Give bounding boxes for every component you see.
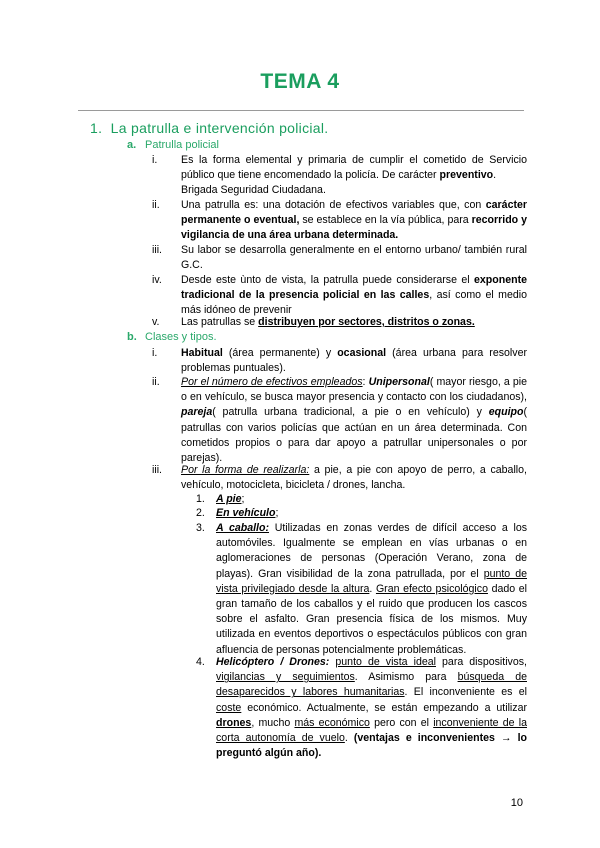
list-item: Por la forma de realizarla: a pie, a pie con apoyo de perro, a caballo, vehículo, motocicleta, bicicleta / drones, lancha.: [181, 464, 527, 492]
list-item: En vehículo;: [216, 507, 279, 519]
list-item: A caballo: Utilizadas en zonas verdes de difícil acceso a los automóviles. Igualmente se emplean en vías urbanas o en aglomeraciones de personas (Operación Verano, zona de playas). Gran visibilidad de la zona patrullada, por el punto de vista privilegiado desde la altura. Gran efecto psicológico dado el gran tamaño de los caballos y el ruido que producen los cascos sobre el asfalto. Gran presencia física de los mismos. Muy utilizada en eventos deportivos o espectáculos públicos con gran afluencia de personas potencialmente problemáticas.: [216, 522, 528, 656]
subsection-a-letter: a.: [127, 139, 137, 151]
list-item: Su labor se desarrolla generalmente en el entorno urbano/ también rural G.C.: [181, 244, 527, 272]
roman-numeral: i.: [152, 347, 158, 359]
roman-numeral: i.: [152, 154, 158, 166]
subsection-b-title: Clases y tipos.: [145, 331, 217, 343]
subsection-b-heading: [127, 331, 217, 343]
page-number: 10: [510, 797, 523, 809]
roman-numeral: iii.: [152, 244, 163, 256]
arabic-number: 1.: [196, 493, 205, 505]
list-item: Una patrulla es: una dotación de efectivos variables que, con carácter permanente o eventual, se establece en la vía pública, para recorrido y vigilancia de una área urbana determinada.: [181, 199, 527, 242]
roman-numeral: iv.: [152, 274, 162, 286]
section-number: 1.: [90, 120, 103, 136]
roman-numeral: ii.: [152, 199, 160, 211]
subsection-a-heading: [127, 139, 219, 151]
list-item: Helicóptero / Drones: punto de vista ideal para dispositivos, vigilancias y seguimientos. Asimismo para búsqueda de desaparecidos y labores humanitarias. El inconveniente es el coste económico. Actualmente, se están empezando a utilizar drones, mucho más económico pero con el inconveniente de la corta autonomía de vuelo. (ventajas e inconvenientes → lo preguntó algún año).: [216, 656, 527, 760]
subsection-b-letter: b.: [127, 331, 137, 343]
arabic-number: 2.: [196, 507, 205, 519]
list-item: A pie;: [216, 493, 245, 505]
arabic-number: 4.: [196, 656, 205, 668]
section-heading: [90, 120, 328, 136]
list-item: Las patrullas se distribuyen por sectores, distritos o zonas.: [181, 316, 475, 328]
title-divider: [78, 110, 524, 111]
arabic-number: 3.: [196, 522, 205, 534]
list-item: Desde este ùnto de vista, la patrulla puede considerarse el exponente tradicional de la presencia policial en las calles, así como el medio más idóneo de prevenir: [181, 274, 527, 317]
page-title: TEMA 4: [260, 70, 340, 93]
list-item: Es la forma elemental y primaria de cumplir el cometido de Servicio público que tiene encomendado la policía. De carácter preventivo. Brigada Seguridad Ciudadana.: [181, 154, 527, 197]
list-item: Por el número de efectivos empleados: Unipersonal( mayor riesgo, a pie o en vehículo, se busca mayor presencia y contacto con los ciudadanos), pareja( patrulla urbana tradicional, a pie o en vehículo) y equipo( patrullas con varios policías que actúan en un área determinada. Con cometidos propios o para dar apoyo a patrullar unipersonales o por parejas).: [181, 376, 527, 465]
roman-numeral: ii.: [152, 376, 160, 388]
subsection-a-title: Patrulla policial: [145, 139, 219, 151]
section-title: La patrulla e intervención policial.: [110, 120, 329, 136]
roman-numeral: v.: [152, 316, 160, 328]
list-item: Habitual (área permanente) y ocasional (área urbana para resolver problemas puntuales).: [181, 347, 527, 375]
roman-numeral: iii.: [152, 464, 163, 476]
